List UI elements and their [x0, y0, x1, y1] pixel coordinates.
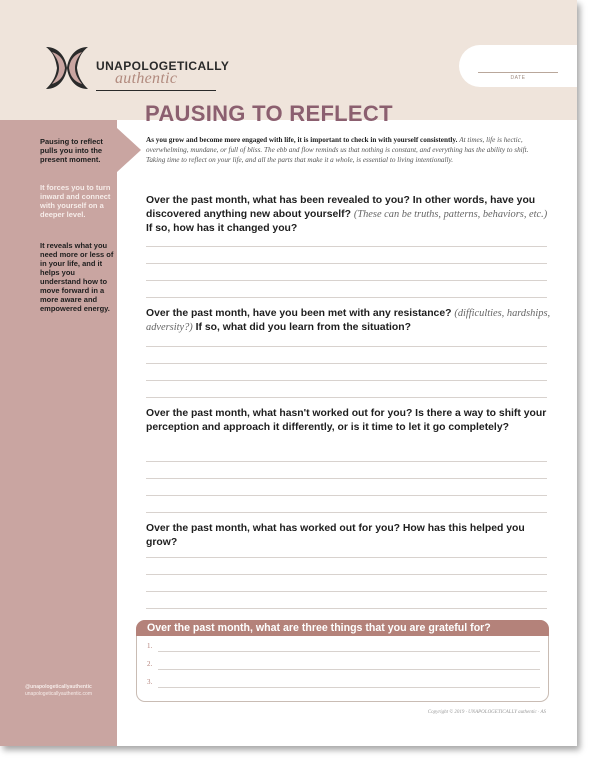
answer-line[interactable] [146, 557, 547, 558]
question-1-note: (These can be truths, patterns, behaviors, etc.) [353, 208, 548, 220]
gratitude-line-2[interactable] [158, 669, 540, 670]
social-handle: @unapologeticallyauthentic [25, 684, 92, 690]
answer-line[interactable] [146, 397, 547, 398]
answer-line[interactable] [146, 512, 547, 513]
date-input-line[interactable] [478, 72, 558, 73]
question-1-main: Over the past month, what has been revealed to you? In other words, have you discovered anything new about yourself? [146, 195, 536, 220]
question-4: Over the past month, what has worked out for you? How has this helped you grow? [146, 523, 525, 548]
gratitude-number-1: 1. [147, 642, 153, 650]
gratitude-title: Over the past month, what are three things that you are grateful for? [147, 622, 491, 634]
sidebar-text-1: Pausing to reflect pulls you into the present moment. [40, 137, 103, 164]
answer-line[interactable] [146, 297, 547, 298]
intro-bold: As you grow and become more engaged with life, it is important to check in with yourself consistently. [146, 136, 458, 144]
question-3: Over the past month, what hasn't worked out for you? Is there a way to shift your perception and approach it differently, or is it time to let it go completely? [146, 408, 547, 433]
answer-line[interactable] [146, 380, 547, 381]
answer-line[interactable] [146, 608, 547, 609]
answer-line[interactable] [146, 495, 547, 496]
answer-line[interactable] [146, 591, 547, 592]
question-2 [146, 307, 551, 335]
intro-italic: At times, life is hectic, overwhelming, mundane, or full of bliss. The ebb and flow reminds us that nothing is constant, and everything has the ability to shift. Taking time to reflect on your life, and all the parts that make it a whole, is essential to living intentionally. [146, 136, 529, 165]
butterfly-icon [40, 43, 94, 93]
website-url: unapologeticallyauthentic.com [25, 691, 92, 697]
logo-wordmark-script: authentic [115, 70, 178, 87]
sidebar-pointer [117, 128, 141, 172]
answer-line[interactable] [146, 346, 547, 347]
question-1-followup: If so, how has it changed you? [146, 222, 298, 234]
gratitude-number-3: 3. [147, 678, 153, 686]
question-2-followup: If so, what did you learn from the situation? [195, 321, 411, 333]
copyright-notice: Copyright © 2019 · UNAPOLOGETICALLY authentic · AS [427, 710, 546, 715]
page-title: PAUSING TO REFLECT [145, 101, 393, 126]
answer-line[interactable] [146, 246, 547, 247]
question-1 [146, 194, 551, 235]
answer-line[interactable] [146, 280, 547, 281]
question-2-main: Over the past month, have you been met with any resistance? [146, 308, 452, 319]
sidebar-text-2: It forces you to turn inward and connect with yourself on a deeper level. [40, 183, 111, 219]
sidebar-text-3: It reveals what you need more or less of in your life, and it helps you understand how to move forward in a more aware and empowered energy. [40, 241, 114, 313]
gratitude-line-3[interactable] [158, 687, 540, 688]
answer-line[interactable] [146, 263, 547, 264]
answer-line[interactable] [146, 363, 547, 364]
question-2-note: (difficulties, hardships, adversity?) [146, 308, 551, 333]
answer-line[interactable] [146, 478, 547, 479]
intro-paragraph [146, 135, 549, 166]
logo-underline [96, 90, 216, 91]
answer-line[interactable] [146, 461, 547, 462]
gratitude-number-2: 2. [147, 660, 153, 668]
date-label: DATE [510, 75, 526, 81]
gratitude-line-1[interactable] [158, 651, 540, 652]
answer-line[interactable] [146, 574, 547, 575]
logo-wordmark-top: UNAPOLOGETICALLY [96, 59, 230, 73]
